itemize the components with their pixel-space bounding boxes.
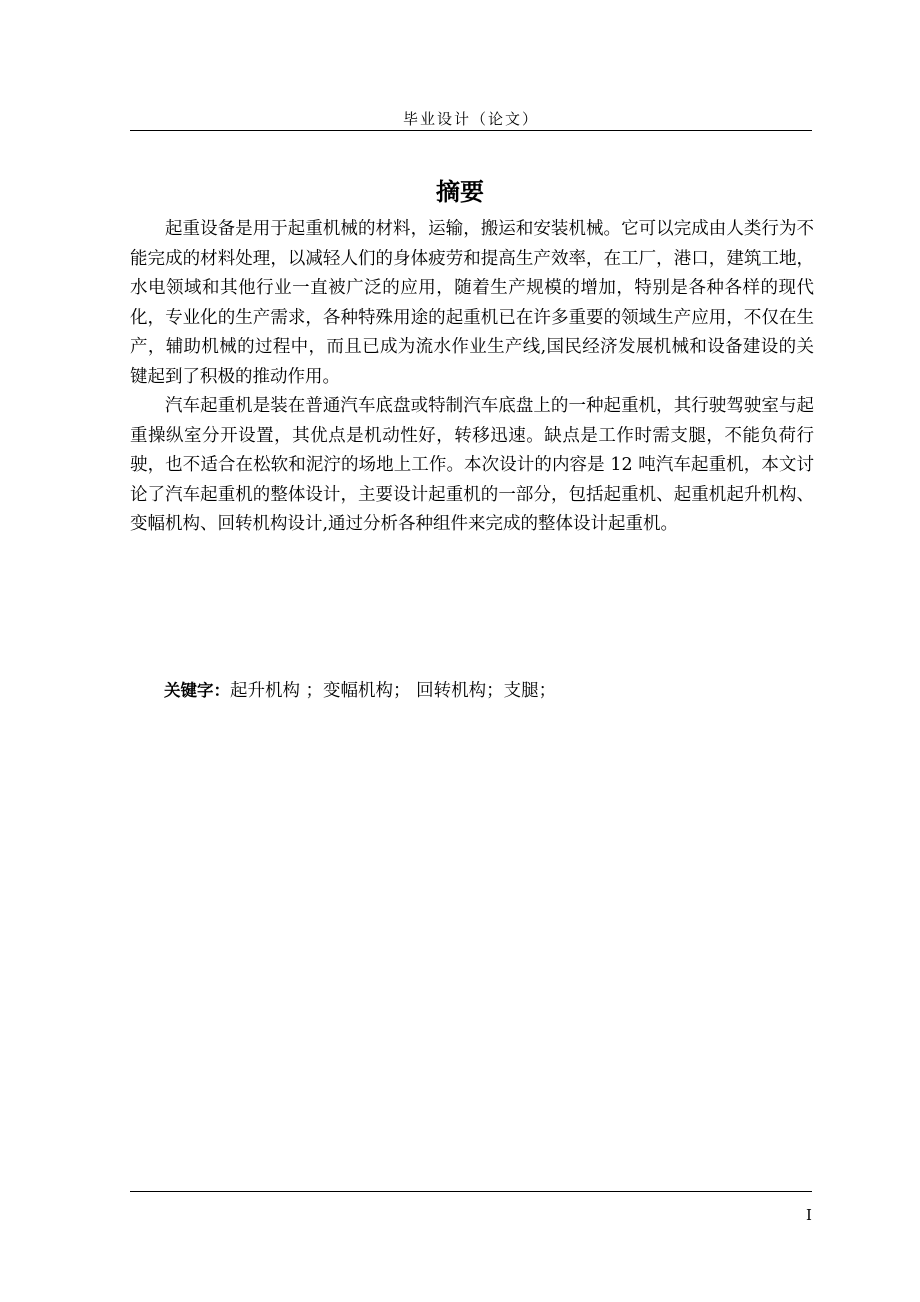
- abstract-body: [130, 215, 814, 540]
- header-title: 毕业设计（论文）: [402, 110, 539, 128]
- abstract-paragraph-2: 汽车起重机是装在普通汽车底盘或特制汽车底盘上的一种起重机，其行驶驾驶室与起重操纵室分开设置，其优点是机动性好，转移迅速。缺点是工作时需支腿，不能负荷行驶，也不适合在松软和泥泞的场地上工作。本次设计的内容是 12 吨汽车起重机，本文讨论了汽车起重机的整体设计，主要设计起重机的一部分，包括起重机、起重机起升机构、变幅机构、回转机构设计,通过分析各种组件来完成的整体设计起重机。: [130, 396, 814, 534]
- page-header: [130, 104, 812, 132]
- keywords-label: 关键字：: [164, 681, 230, 700]
- keywords-list: 起升机构 ；变幅机构； 回转机构；支腿；: [230, 681, 557, 701]
- page-number: I: [806, 1206, 812, 1224]
- header-rule: [130, 130, 812, 131]
- abstract-paragraph-1: 起重设备是用于起重机械的材料，运输，搬运和安装机械。它可以完成由人类行为不能完成的材料处理，以减轻人们的身体疲劳和提高生产效率，在工厂，港口，建筑工地，水电领域和其他行业一直被广泛的应用，随着生产规模的增加，特别是各种各样的现代化，专业化的生产需求，各种特殊用途的起重机已在许多重要的领域生产应用，不仅在生产，辅助机械的过程中，而且已成为流水作业生产线,国民经济发展机械和设备建设的关键起到了积极的推动作用。: [130, 219, 814, 387]
- keywords-line: [164, 676, 556, 707]
- footer-rule: [130, 1191, 812, 1192]
- abstract-title: 摘要: [436, 178, 484, 206]
